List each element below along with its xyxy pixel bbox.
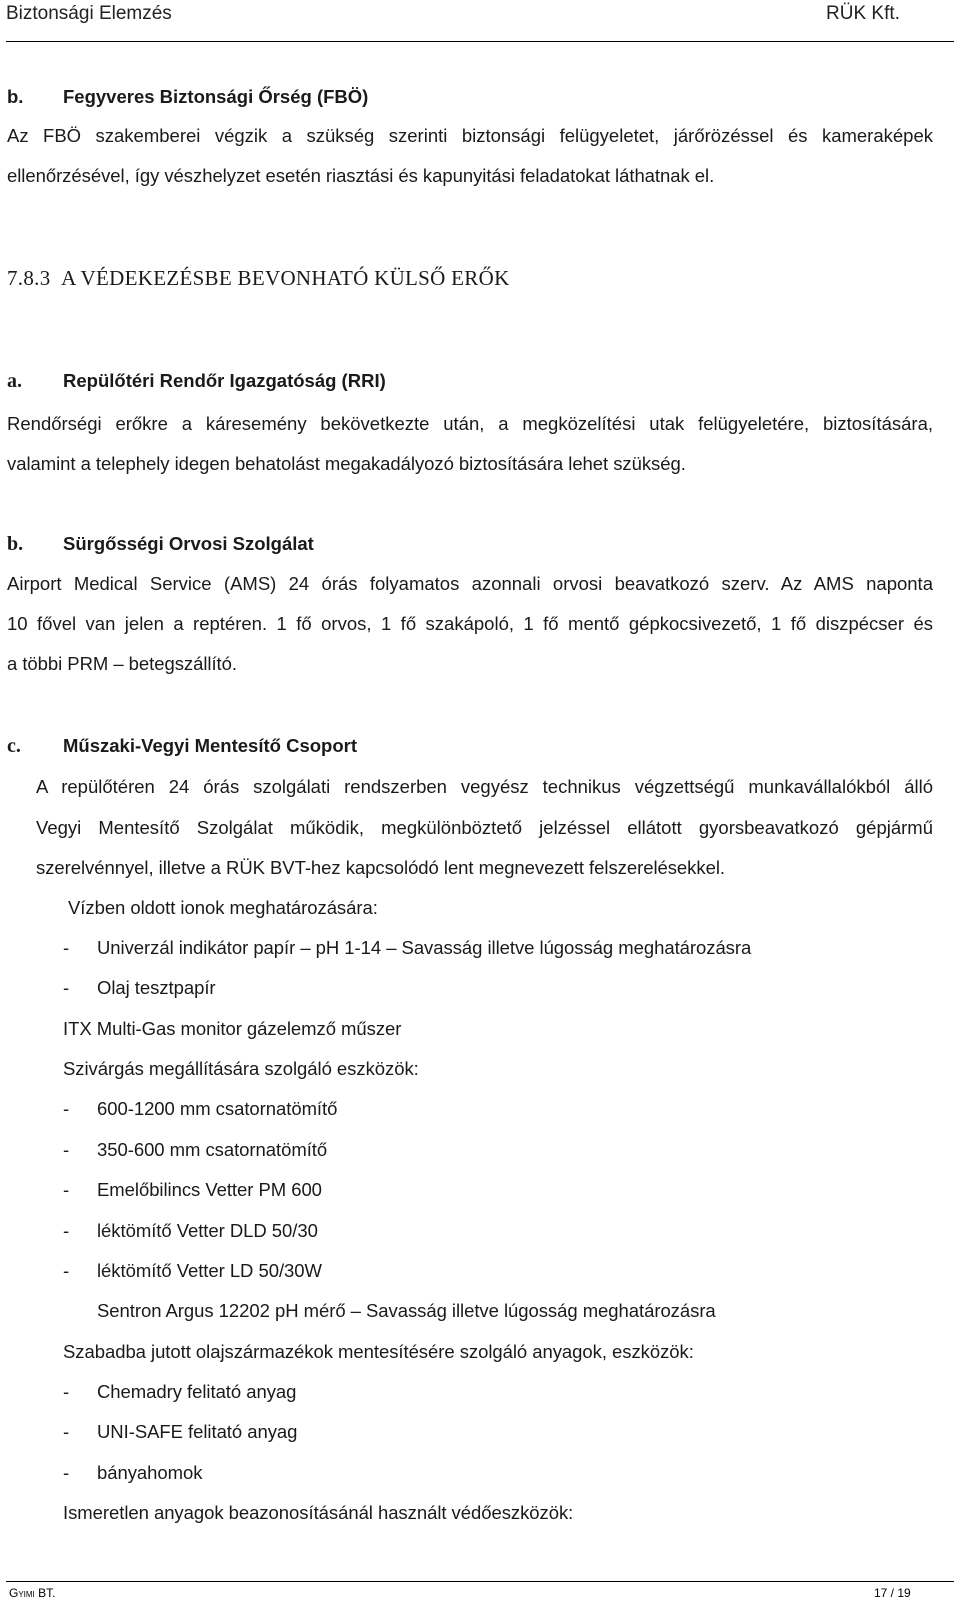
header-title: Biztonsági Elemzés bbox=[6, 3, 172, 24]
list-dash: - bbox=[63, 1139, 70, 1160]
section-heading-number: 7.8.3 bbox=[7, 266, 51, 290]
section-fbo-letter: b. bbox=[7, 86, 24, 107]
section-heading bbox=[7, 266, 510, 291]
footer-divider bbox=[6, 1581, 954, 1582]
list-dash: - bbox=[63, 937, 70, 958]
oil-item: bányahomok bbox=[97, 1462, 203, 1483]
itx-line: ITX Multi-Gas monitor gázelemző műszer bbox=[63, 1018, 402, 1039]
list-dash: - bbox=[63, 1098, 70, 1119]
section-fbo-title: Fegyveres Biztonsági Őrség (FBÖ) bbox=[63, 86, 369, 107]
list-dash: - bbox=[63, 1421, 70, 1442]
section-a-line-2: valamint a telephely idegen behatolást megakadályozó biztosítására lehet szükség. bbox=[7, 453, 686, 474]
section-b-line-2: 10 fővel van jelen a reptéren. 1 fő orvos, 1 fő szakápoló, 1 fő mentő gépkocsivezető, 1 fő diszpécser és bbox=[7, 613, 933, 634]
footer-company: Gyimi BT. bbox=[9, 1586, 56, 1600]
sentron-line: Sentron Argus 12202 pH mérő – Savasság illetve lúgosság meghatározásra bbox=[97, 1300, 716, 1321]
page-number: 17 / 19 bbox=[874, 1586, 911, 1600]
section-c-line-1: A repülőtéren 24 órás szolgálati rendszerben vegyész technikus végzettségű munkavállalókból álló bbox=[36, 776, 933, 797]
section-a-title: Repülőtéri Rendőr Igazgatóság (RRI) bbox=[63, 370, 386, 391]
section-b-letter: b. bbox=[7, 533, 24, 555]
section-fbo-line-2: ellenőrzésével, így vészhelyzet esetén riasztási és kapunyitási feladatokat láthatnak el. bbox=[7, 165, 715, 186]
ion-item: Univerzál indikátor papír – pH 1-14 – Savasság illetve lúgosság meghatározásra bbox=[97, 937, 752, 958]
section-c-line-2: Vegyi Mentesítő Szolgálat működik, megkülönböztető jelzéssel ellátott gyorsbeavatkozó gépjármű bbox=[36, 817, 933, 838]
section-c-letter: c. bbox=[7, 735, 21, 757]
oil-item: UNI-SAFE felitató anyag bbox=[97, 1421, 298, 1442]
leak-item: léktömítő Vetter LD 50/30W bbox=[97, 1260, 322, 1281]
ion-heading: Vízben oldott ionok meghatározására: bbox=[68, 897, 378, 918]
section-a-line-1: Rendőrségi erőkre a káresemény bekövetkezte után, a megközelítési utak felügyeletére, biztosítására, bbox=[7, 413, 933, 434]
section-a-letter: a. bbox=[7, 370, 22, 392]
ion-item: Olaj tesztpapír bbox=[97, 977, 216, 998]
leak-item: 350-600 mm csatornatömítő bbox=[97, 1139, 328, 1160]
leak-item: Emelőbilincs Vetter PM 600 bbox=[97, 1179, 322, 1200]
oil-heading: Szabadba jutott olajszármazékok mentesítésére szolgáló anyagok, eszközök: bbox=[63, 1341, 694, 1362]
unknown-heading: Ismeretlen anyagok beazonosításánál használt védőeszközök: bbox=[63, 1502, 574, 1523]
leak-heading: Szivárgás megállítására szolgáló eszközök: bbox=[63, 1058, 419, 1079]
header-divider bbox=[6, 41, 954, 42]
section-heading-title: A VÉDEKEZÉSBE BEVONHATÓ KÜLSŐ ERŐK bbox=[61, 266, 510, 290]
section-c-title: Műszaki-Vegyi Mentesítő Csoport bbox=[63, 735, 357, 756]
list-dash: - bbox=[63, 977, 70, 998]
leak-item: 600-1200 mm csatornatömítő bbox=[97, 1098, 338, 1119]
section-c-line-3: szerelvénnyel, illetve a RÜK BVT-hez kapcsolódó lent megnevezett felszerelésekkel. bbox=[36, 857, 725, 878]
section-b-line-1: Airport Medical Service (AMS) 24 órás folyamatos azonnali orvosi beavatkozó szerv. Az AMS naponta bbox=[7, 573, 933, 594]
section-b-title: Sürgősségi Orvosi Szolgálat bbox=[63, 533, 314, 554]
oil-item: Chemadry felitató anyag bbox=[97, 1381, 297, 1402]
section-fbo-line-1: Az FBÖ szakemberei végzik a szükség szerinti biztonsági felügyeletet, járőrözéssel és kameraképek bbox=[7, 125, 933, 146]
list-dash: - bbox=[63, 1179, 70, 1200]
section-b-line-3: a többi PRM – betegszállító. bbox=[7, 653, 237, 674]
list-dash: - bbox=[63, 1462, 70, 1483]
header-company: RÜK Kft. bbox=[826, 3, 900, 24]
list-dash: - bbox=[63, 1220, 70, 1241]
list-dash: - bbox=[63, 1260, 70, 1281]
leak-item: léktömítő Vetter DLD 50/30 bbox=[97, 1220, 318, 1241]
list-dash: - bbox=[63, 1381, 70, 1402]
